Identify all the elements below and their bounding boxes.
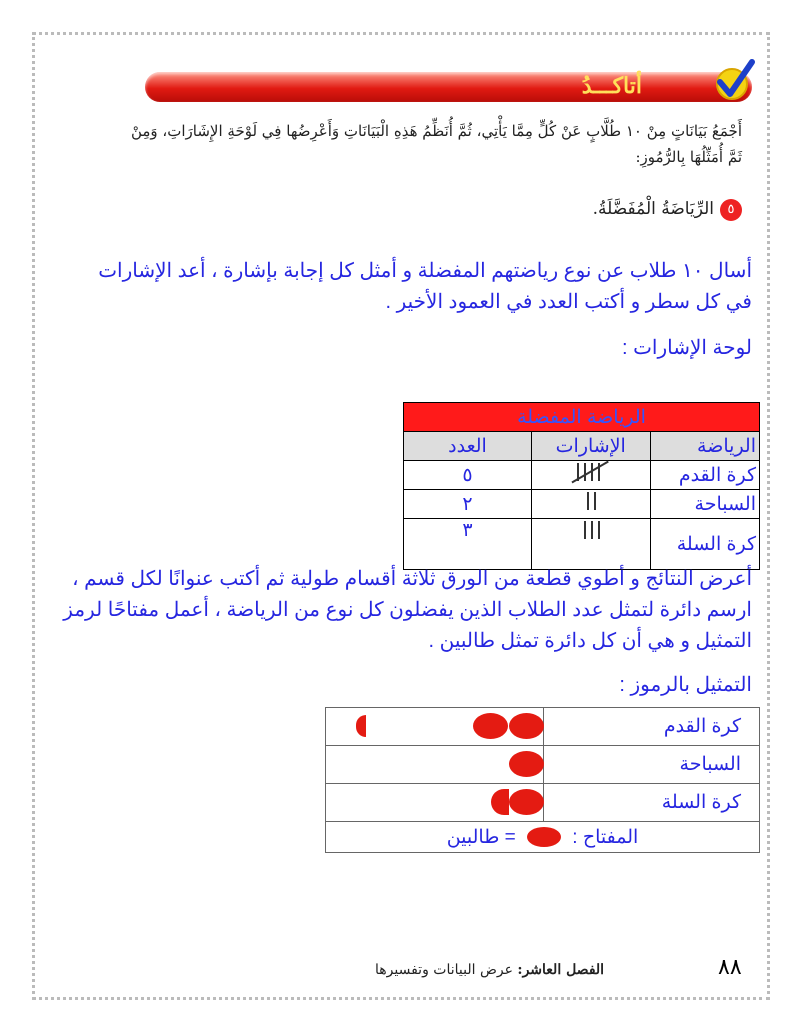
count-cell: ٣ [404, 519, 532, 570]
sport-cell: كرة السلة [650, 519, 760, 570]
pictograph-heading: التمثيل بالرموز : [619, 674, 752, 696]
question-text: الرِّيَاضَةُ الْمُفَضَّلَةُ. [592, 199, 714, 219]
answer-line: في كل سطر و أكتب العدد في العمود الأخير . [385, 291, 752, 313]
instruction-line-2: ثَمَّ أُمَثِّلُهَا بِالرُّمُوزِ: [635, 148, 742, 166]
answer-line: أعرض النتائج و أطوي قطعة من الورق ثلاثة أقسام طولية ثم أكتب عنوانًا لكل قسم ، [72, 568, 752, 590]
tally-heading: لوحة الإشارات : [621, 337, 752, 359]
tally-marks-cell [532, 519, 650, 570]
header-tally: الإشارات [532, 432, 650, 461]
answer-line: التمثيل و هي أن كل دائرة تمثل طالبين . [428, 630, 752, 652]
answer-paragraph-2 [63, 564, 752, 657]
tally-marks-5 [571, 461, 611, 483]
symbol-cell [326, 784, 544, 822]
header-count: العدد [404, 432, 532, 461]
tally-marks-cell [532, 490, 650, 519]
banner-title: أتاكـــدُ [581, 73, 642, 99]
symbol-cell [326, 708, 544, 746]
table-row [326, 746, 760, 784]
chapter-label: الفصل العاشر: [517, 962, 605, 978]
instruction-text [131, 118, 742, 170]
tally-table [403, 402, 760, 570]
key-circle-icon [527, 827, 561, 847]
sport-cell: السباحة [544, 746, 760, 784]
question-number: ٥ [720, 199, 742, 221]
circle-icon [509, 789, 544, 815]
key-row [326, 822, 760, 853]
chapter-title: عرض البيانات وتفسيرها [375, 962, 513, 978]
answer-line: ارسم دائرة لتمثل عدد الطلاب الذين يفضلون كل نوع من الرياضة ، أعمل مفتاحًا لرمز [63, 599, 752, 621]
header-sport: الرياضة [650, 432, 760, 461]
table-row [404, 490, 760, 519]
sport-cell: كرة القدم [544, 708, 760, 746]
tally-table-title: الرياضة المفضلة [404, 403, 760, 432]
table-row [404, 461, 760, 490]
half-circle-icon [356, 715, 366, 737]
answer-paragraph-1 [98, 256, 752, 318]
table-row [326, 708, 760, 746]
instruction-line-1: أَجْمَعُ بَيَانَاتٍ مِنْ ١٠ طُلَّابٍ عَنْ كُلٍّ مِمَّا يَأْتِي، ثُمَّ أُنَظِّمُ هَذِهِ الْبَيَانَاتِ وَأَعْرِضُها فِي لَوْحَةِ الإِشَارَاتِ، وَمِنْ [130, 122, 742, 140]
key-label: المفتاح : [572, 826, 639, 848]
tally-marks-3 [571, 519, 611, 541]
checkmark-icon [708, 58, 756, 106]
table-row [326, 784, 760, 822]
circle-icon [509, 751, 544, 777]
pictograph-table [325, 707, 760, 853]
symbol-cell [326, 746, 544, 784]
count-cell: ٢ [404, 490, 532, 519]
circle-icon [473, 713, 508, 739]
tally-marks-cell [532, 461, 650, 490]
half-circle-icon [491, 789, 509, 815]
count-cell: ٥ [404, 461, 532, 490]
sport-cell: كرة السلة [544, 784, 760, 822]
table-row [404, 519, 760, 570]
page-footer [375, 962, 604, 978]
key-value: = طالبين [446, 826, 516, 848]
question-item [593, 196, 742, 222]
check-banner [145, 72, 752, 102]
key-cell [326, 822, 760, 853]
answer-line: أسال ١٠ طلاب عن نوع رياضتهم المفضلة و أمثل كل إجابة بإشارة ، أعد الإشارات [98, 260, 752, 282]
sport-cell: السباحة [650, 490, 760, 519]
tally-marks-2 [571, 490, 611, 512]
page-number: ٨٨ [718, 955, 742, 980]
sport-cell: كرة القدم [650, 461, 760, 490]
circle-icon [509, 713, 544, 739]
